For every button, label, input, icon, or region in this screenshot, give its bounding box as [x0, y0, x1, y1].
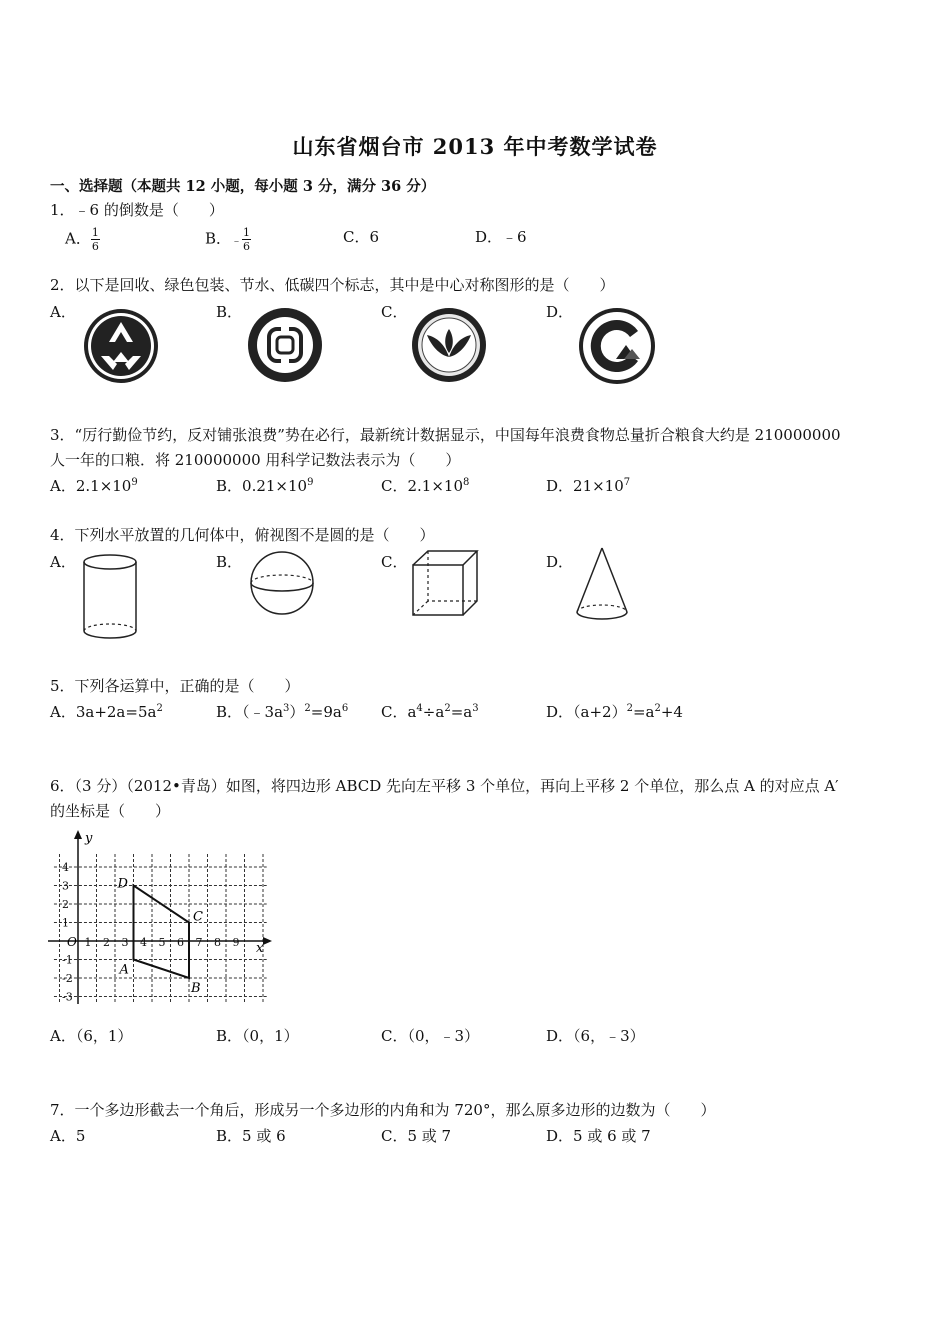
green-packaging-logo-icon	[247, 307, 323, 383]
question-7-stem: 7．一个多边形截去一个角后，形成另一个多边形的内角和为 720°，那么原多边形的边数为（ ）	[50, 1101, 716, 1119]
x-tick-label: 9	[232, 936, 240, 949]
grid-lines	[54, 854, 267, 1002]
question-3-stem-line-1: 3．“厉行勤俭节约，反对铺张浪费”势在必行，最新统计数据显示，中国每年浪费食物总量折合粮食大约是 210000000	[50, 426, 841, 444]
y-tick-label: 1	[62, 916, 69, 930]
question-6-stem-line-2: 的坐标是（ ）	[50, 802, 171, 820]
y-tick-label: -3	[62, 990, 73, 1004]
x-tick-label: 3	[121, 936, 129, 949]
section-heading: 一、选择题（本题共 12 小题，每小题 3 分，满分 36 分）	[50, 178, 436, 195]
x-tick-label: 8	[214, 936, 221, 949]
q3-option-b: B．$0.21\times 10^9$	[216, 477, 314, 495]
x-tick-label: 7	[195, 936, 203, 949]
point-b-label: B	[191, 981, 201, 996]
q1-option-b: B．﹣ $\frac{1}{6}$	[205, 226, 251, 253]
question-4-stem: 4．下列水平放置的几何体中，俯视图不是圆的是（ ）	[50, 526, 435, 544]
q3-option-c: C．$2.1\times 10^8$	[381, 477, 470, 495]
x-tick-label: 1	[84, 936, 92, 949]
page-title: 山东省烟台市 2013 年中考数学试卷	[292, 134, 658, 159]
cylinder-shape-icon	[80, 552, 140, 642]
x-tick-label: 4	[140, 936, 147, 949]
q7-option-a: A．5	[50, 1127, 86, 1145]
q5-option-c: C．$a^4\div a^2=a^3$	[381, 703, 479, 721]
q6-option-a: A．（6，1）	[50, 1027, 133, 1045]
q5-option-d: D．$(a+2)^2=a^2+4$	[546, 703, 683, 721]
q6-option-b: B．（0，1）	[216, 1027, 299, 1045]
fraction: $\frac{1}{6}$	[91, 226, 99, 253]
q7-option-d: D．5 或 6 或 7	[546, 1127, 651, 1145]
y-tick-label: 4	[62, 861, 69, 874]
water-saving-logo-icon	[411, 307, 487, 383]
question-3-stem-line-2: 人一年的口粮．将 210000000 用科学记数法表示为（ ）	[50, 451, 461, 469]
y-axis-label: y	[85, 831, 93, 846]
q3-option-a: A．$2.1\times 10^9$	[50, 477, 138, 495]
q7-option-c: C．5 或 7	[381, 1127, 452, 1145]
point-a-label: A	[119, 962, 129, 978]
y-tick-label: -2	[62, 972, 73, 985]
low-carbon-logo-icon	[578, 307, 656, 385]
q1-option-d: D．﹣6	[475, 228, 527, 246]
q4-option-c: C．	[381, 553, 408, 571]
quadrilateral-abcd	[134, 886, 190, 979]
q1-option-a: A． $\frac{1}{6}$	[65, 226, 99, 253]
origin-label: O	[67, 935, 77, 949]
recycle-logo-icon	[83, 308, 159, 384]
coordinate-grid-figure	[48, 828, 278, 1010]
q3-option-d: D．$21\times 10^7$	[546, 477, 631, 495]
q4-option-d: D．	[546, 553, 574, 571]
x-tick-label: 2	[103, 936, 110, 949]
q7-option-b: B．5 或 6	[216, 1127, 286, 1145]
q4-option-a: A．	[50, 553, 76, 571]
q2-option-c: C．	[381, 303, 408, 321]
cone-shape-icon	[574, 546, 630, 624]
cube-shape-icon	[410, 548, 480, 620]
sphere-shape-icon	[244, 550, 320, 616]
fraction: $\frac{1}{6}$	[243, 226, 251, 253]
q6-option-d: D．（6，﹣3）	[546, 1027, 645, 1045]
q1-option-c: C．6	[343, 228, 380, 246]
y-tick-label: 2	[62, 898, 69, 911]
point-d-label: D	[117, 876, 128, 892]
point-c-label: C	[193, 909, 203, 925]
y-tick-label: -1	[62, 953, 73, 967]
q2-option-b: B．	[216, 303, 243, 321]
x-axis-label: x	[256, 941, 264, 956]
question-6-stem-line-1: 6．（3 分）（2012•青岛）如图，将四边形 ABCD 先向左平移 3 个单位，再向上平移 2 个单位，那么点 A 的对应点 A′	[50, 777, 839, 795]
q5-option-b: B．$(﹣3a^3)^2=9a^6$	[216, 703, 349, 721]
question-1-stem: 1．﹣6 的倒数是（ ）	[50, 201, 224, 219]
x-tick-label: 6	[177, 936, 184, 949]
y-axis-arrow-icon	[74, 830, 82, 839]
x-axis-arrow-icon	[263, 937, 272, 945]
q5-option-a: A．$3a+2a=5a^2$	[50, 703, 163, 721]
question-5-stem: 5．下列各运算中，正确的是（ ）	[50, 677, 300, 695]
q4-option-b: B．	[216, 553, 243, 571]
q2-option-d: D．	[546, 303, 574, 321]
q6-option-c: C．（0，﹣3）	[381, 1027, 480, 1045]
y-tick-label: 3	[62, 879, 69, 893]
question-2-stem: 2．以下是回收、绿色包装、节水、低碳四个标志，其中是中心对称图形的是（ ）	[50, 276, 615, 294]
q2-option-a: A．	[50, 303, 76, 321]
x-tick-label: 5	[158, 936, 166, 949]
